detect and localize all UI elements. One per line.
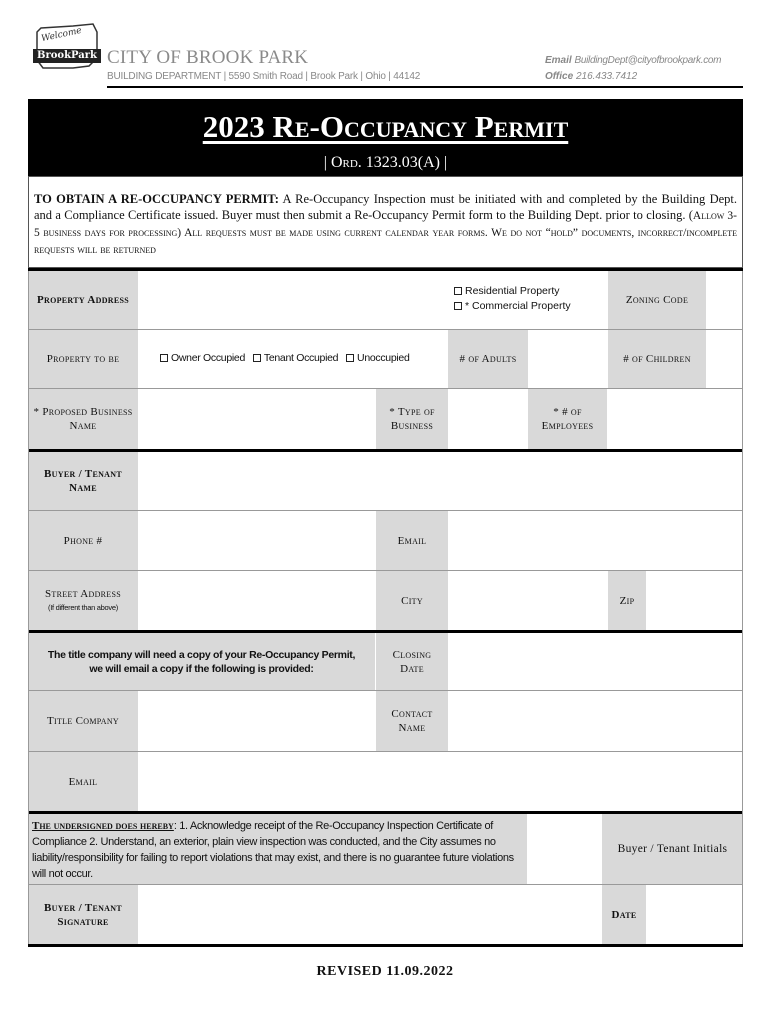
- street-address-text: Street Address: [45, 587, 121, 600]
- office-label: Office: [545, 71, 574, 82]
- city-label: City: [376, 571, 448, 630]
- tenant-occupied-label: Tenant Occupied: [263, 352, 339, 364]
- residential-label: Residential Property: [465, 285, 560, 297]
- adults-field[interactable]: [529, 330, 607, 388]
- date-label: Date: [602, 885, 646, 944]
- checkbox-icon[interactable]: [346, 354, 354, 362]
- checkbox-icon[interactable]: [454, 287, 462, 295]
- owner-occupied-label: Owner Occupied: [171, 352, 246, 364]
- tenant-occupied-option[interactable]: [253, 352, 338, 364]
- buyer-tenant-name-field[interactable]: [139, 452, 743, 510]
- closing-date-field[interactable]: [449, 633, 743, 690]
- office-value: 216.433.7412: [575, 71, 638, 82]
- city-name: CITY OF BROOK PARK: [107, 47, 309, 68]
- header-divider: [107, 86, 743, 88]
- email-field[interactable]: [449, 511, 743, 570]
- zip-field[interactable]: [647, 571, 743, 630]
- checkbox-icon[interactable]: [253, 354, 261, 362]
- signature-field[interactable]: [139, 885, 601, 944]
- children-label: # of Children: [608, 330, 706, 388]
- page-title: 2023 Re-Occupancy Permit: [202, 109, 569, 144]
- property-to-be-label: Property to be: [28, 330, 138, 388]
- residential-option[interactable]: [454, 285, 560, 297]
- type-of-business-field[interactable]: [449, 389, 527, 449]
- street-address-note: (If different than above): [48, 602, 118, 612]
- zoning-code-field[interactable]: [707, 271, 743, 329]
- buyer-tenant-name-label: Buyer / Tenant Name: [28, 452, 138, 510]
- street-address-field[interactable]: [139, 571, 375, 630]
- zip-label: Zip: [608, 571, 646, 630]
- intro-smallcaps: Allow 3-5 business days for processing) All requests must be made using current calendar year forms. We do not “hold” documents, incorrect/incomplete requests will be returned: [34, 210, 737, 256]
- title-banner: [28, 99, 743, 176]
- contact-email: [545, 55, 721, 66]
- grid-border-right: [742, 271, 743, 944]
- contact-name-field[interactable]: [449, 691, 743, 751]
- initials-label: Buyer / Tenant Initials: [602, 814, 743, 884]
- adults-label: # of Adults: [448, 330, 528, 388]
- occupancy-options: [160, 352, 410, 364]
- intro-text: [34, 191, 737, 258]
- employees-label: * # of Employees: [528, 389, 607, 449]
- initials-field[interactable]: [528, 814, 601, 884]
- phone-field[interactable]: [139, 511, 375, 570]
- proposed-business-field[interactable]: [139, 389, 375, 449]
- undersigned-text: : 1. Acknowledge receipt of the Re-Occupancy Inspection Certificate of Compliance 2. Understand, an exterior, plain view inspection was conducted, and the City assumes no liability/responsibility for failing to report violations that may exist, and there is no guarantee future violations will not occur.: [32, 820, 514, 880]
- title-company-field[interactable]: [139, 691, 375, 751]
- city-logo: [33, 22, 101, 70]
- email-label: Email: [545, 55, 572, 66]
- department-line: BUILDING DEPARTMENT | 5590 Smith Road | Brook Park | Ohio | 44142: [107, 71, 421, 82]
- commercial-option[interactable]: [454, 300, 571, 312]
- revised-date: REVISED 11.09.2022: [316, 964, 454, 979]
- date-field[interactable]: [647, 885, 743, 944]
- intro-lead: TO OBTAIN A RE-OCCUPANCY PERMIT:: [34, 192, 279, 206]
- checkbox-icon[interactable]: [454, 302, 462, 310]
- unoccupied-label: Unoccupied: [357, 352, 410, 364]
- undersigned-lead: The undersigned does hereby: [32, 820, 174, 832]
- signature-label: Buyer / Tenant Signature: [28, 885, 138, 944]
- property-address-label: Property Address: [28, 271, 138, 329]
- street-address-label: [28, 571, 138, 630]
- title-email-label: Email: [28, 752, 138, 811]
- phone-label: Phone #: [28, 511, 138, 570]
- logo-script: Welcome: [40, 25, 83, 45]
- children-field[interactable]: [707, 330, 743, 388]
- intro-body: A Re-Occupancy Inspection must be initiated with and completed by the Building Dept. and a Compliance Certificate issued. Buyer must then submit a Re-Occupancy Permit form to the Building Dept. prior to closing. (: [34, 192, 737, 222]
- email-label-cell: Email: [376, 511, 448, 570]
- employees-field[interactable]: [608, 389, 743, 449]
- logo-text: BrookPark: [33, 49, 101, 63]
- acknowledgement-text: [32, 818, 525, 882]
- checkbox-icon[interactable]: [160, 354, 168, 362]
- contact-name-label: Contact Name: [376, 691, 448, 751]
- proposed-business-label: * Proposed Business Name: [28, 389, 138, 449]
- zoning-code-label: Zoning Code: [608, 271, 706, 329]
- contact-office: [545, 71, 637, 82]
- property-address-field[interactable]: [139, 271, 449, 329]
- city-field[interactable]: [449, 571, 607, 630]
- title-email-field[interactable]: [139, 752, 743, 811]
- owner-occupied-option[interactable]: [160, 352, 245, 364]
- closing-date-label: Closing Date: [376, 633, 448, 690]
- commercial-label: * Commercial Property: [465, 300, 571, 312]
- type-of-business-label: * Type of Business: [376, 389, 448, 449]
- title-company-label: Title Company: [28, 691, 138, 751]
- ordinance: | Ord. 1323.03(A) |: [323, 154, 448, 171]
- grid-border-left: [28, 271, 29, 944]
- divider: [28, 944, 743, 947]
- unoccupied-option[interactable]: [346, 352, 409, 364]
- title-company-note: The title company will need a copy of your Re-Occupancy Permit, we will email a copy if the following is provided:: [28, 633, 375, 690]
- email-value[interactable]: BuildingDept@cityofbrookpark.com: [574, 55, 722, 66]
